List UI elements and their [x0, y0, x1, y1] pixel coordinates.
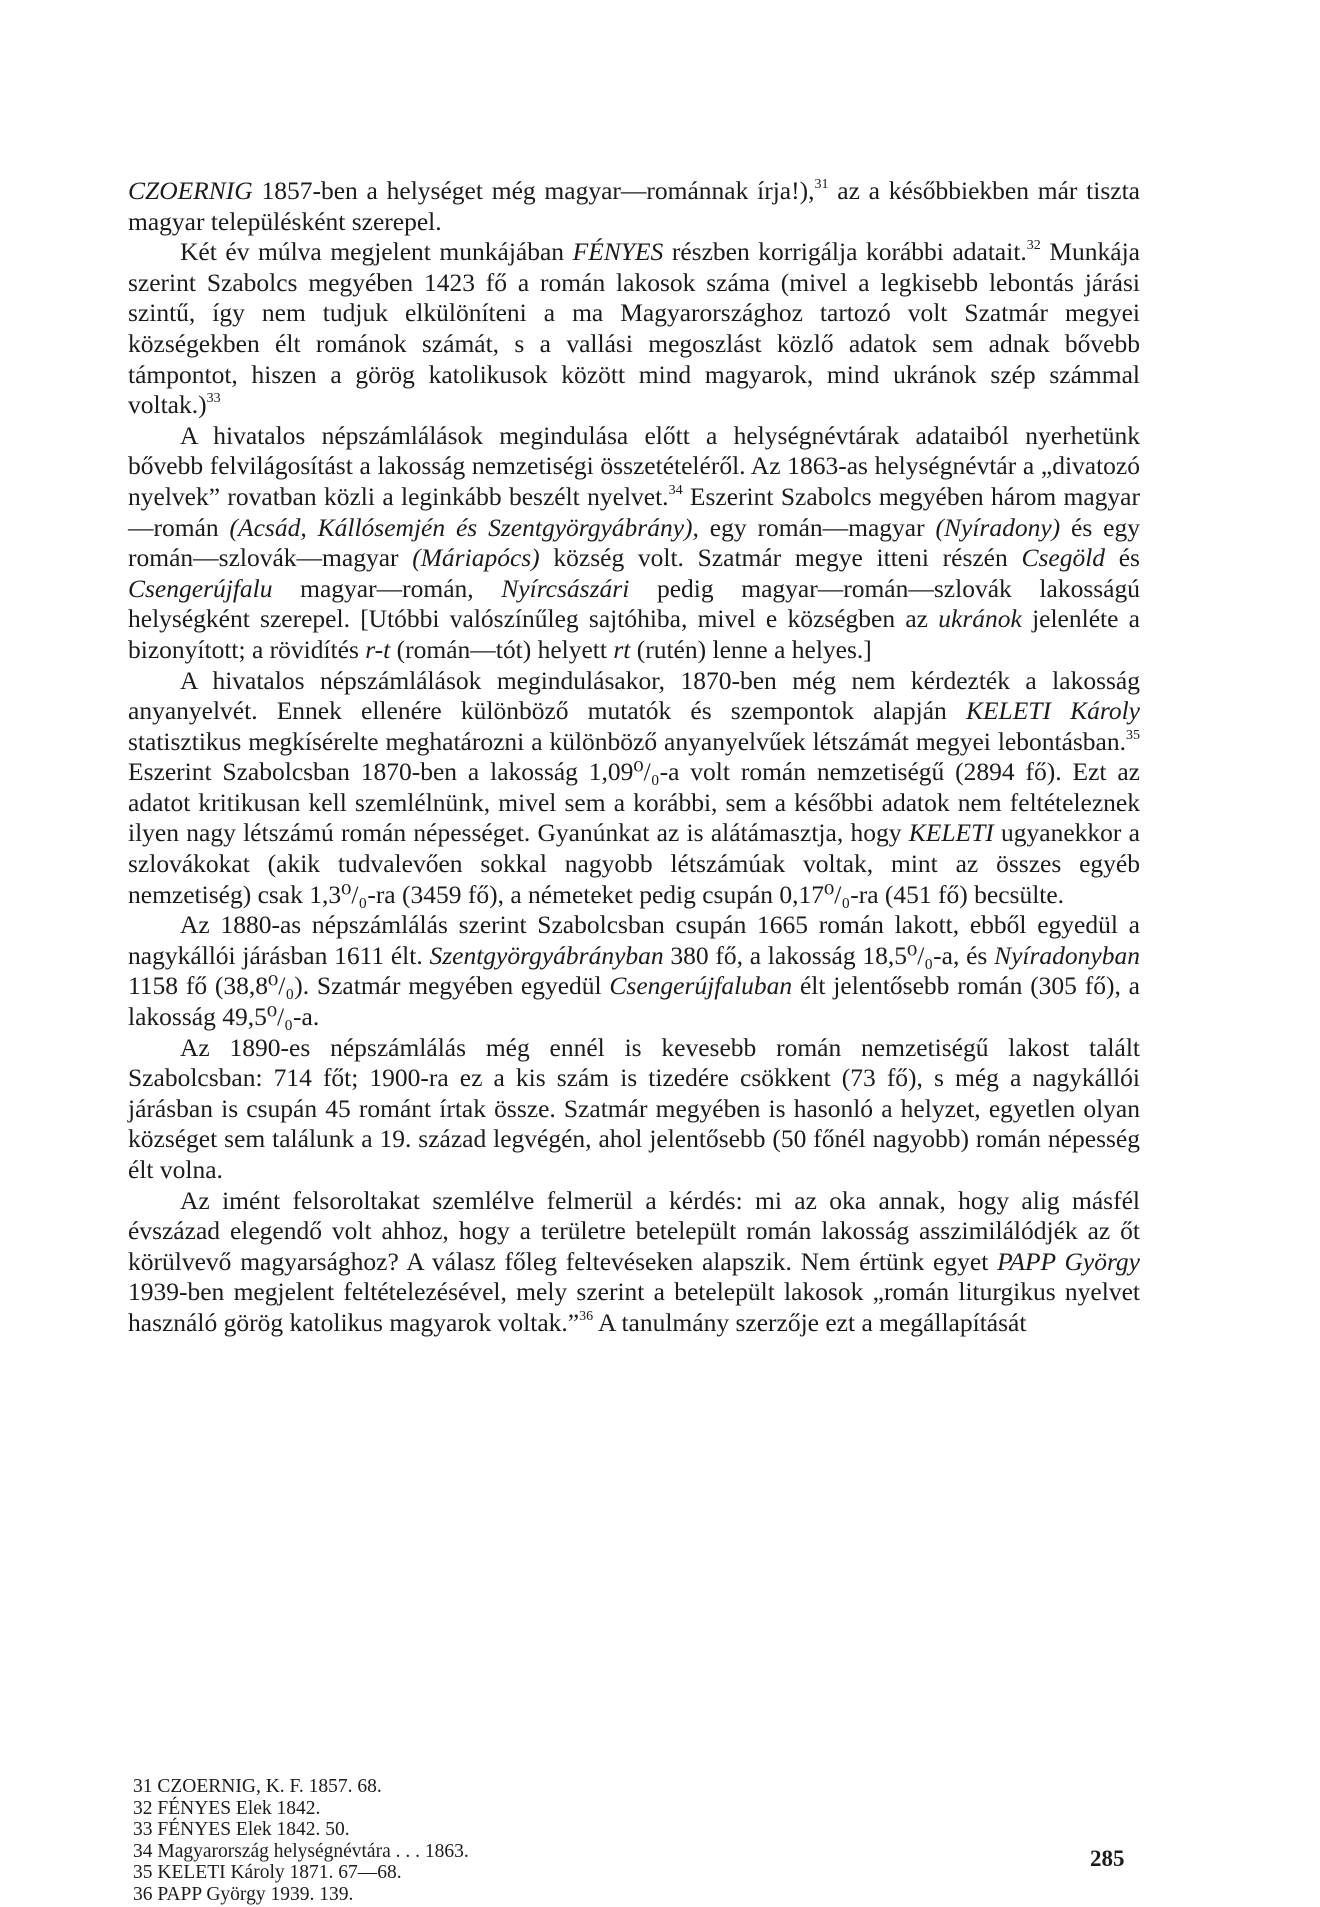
text-run: és [1105, 543, 1140, 573]
footnote: 34 Magyarország helységnévtára . . . 1863. [133, 1840, 469, 1862]
text-run: PAPP György [997, 1246, 1140, 1276]
paragraph [128, 1033, 1140, 1186]
page-number: 285 [1090, 1846, 1125, 1871]
text-run: Szentgyörgyábrányban [429, 940, 664, 970]
text-run: 1857-ben a helységet még magyar—románnak írja!), [252, 176, 815, 205]
footnote: 33 FÉNYES Elek 1842. 50. [133, 1819, 350, 1841]
text-run: A tanulmány szerzője ezt a megállapítását [593, 1307, 1027, 1337]
text-run: Nyíradonyban [994, 940, 1140, 970]
footnote-ref: 36 [579, 1308, 594, 1324]
footnotes [133, 1776, 933, 1906]
text-run: statisztikus megkísérelte meghatározni a különböző anyanyelvűek létszámát megyei lebontásban. [128, 726, 1126, 756]
text-run: az a későbbiekben már tiszta magyar településként szerepel. [128, 176, 1140, 236]
text-run: magyar—román, [272, 573, 502, 603]
text-run: rt [613, 634, 631, 664]
text-run: r-t [365, 634, 391, 664]
text-run: élt jelentősebb román (305 fő), a lakosság 49,5⁰/₀-a. [128, 971, 1140, 1032]
text-run: pedig magyar—román—szlovák lakosságú helységként szerepel. [Utóbbi valószínűleg sajtóhiba, mivel e községben az [128, 573, 1140, 634]
paragraph [128, 1186, 1140, 1339]
text-run: Az 1890-es népszámlálás még ennél is kevesebb román nemzetiségű lakost talált Szabolcsban: 714 főt; 1900-ra ez a kis szám is tizedére csökkent (73 fő), s még a nagykállói járásban is csupán 45 románt írtak össze. Szatmár megyében is hasonló a helyzet, egyetlen olyan községet sem találunk a 19. század legvégén, ahol jelentősebb (50 főnél nagyobb) román népesség élt volna. [128, 1032, 1140, 1184]
text-run: (rutén) lenne a helyes.] [630, 634, 872, 664]
paragraph [128, 421, 1140, 666]
footnote-ref: 32 [1026, 238, 1041, 254]
text-run: Csegöld [1021, 543, 1106, 573]
text-run: részben korrigálja korábbi adatait. [663, 237, 1027, 267]
text-run: (román—tót) helyett [390, 634, 614, 664]
text-run: Az 1880-as népszámlálás szerint Szabolcsban csupán 1665 román lakott, ebből egyedül a nagykállói járásban 1611 élt. [128, 910, 1140, 970]
body-text [128, 176, 1140, 1339]
text-run: egy román—magyar [698, 512, 936, 542]
text-run: 1939-ben megjelent feltételezésével, mely szerint a betelepült lakosok „román liturgikus nyelvet használó görög katolikus magyarok voltak.” [128, 1277, 1140, 1337]
text-run: CZOERNIG [128, 176, 253, 205]
text-run: 380 fő, a lakosság 18,5⁰/₀-a, és [663, 940, 995, 970]
text-run: ukránok [938, 604, 1022, 634]
paragraph [128, 176, 1140, 237]
text-run: (Máriapócs) [412, 543, 540, 573]
text-run: 1158 fő (38,8⁰/₀). Szatmár megyében egyedül [128, 971, 610, 1001]
text-run: KELETI [908, 818, 994, 848]
text-run: A hivatalos népszámlálások megindulásakor, 1870-ben még nem kérdezték a lakosság anyanyelvét. Ennek ellenére különböző mutatók és szempontok alapján [128, 665, 1140, 726]
paragraph [128, 666, 1140, 911]
text-run: Csengerújfaluban [609, 971, 793, 1001]
text-run: Nyírcsászári [501, 573, 630, 603]
text-run: KELETI Károly [965, 696, 1140, 726]
text-run: Csengerújfalu [128, 573, 273, 603]
text-run: Eszerint Szabolcsban 1870-ben a lakosság 1,09⁰/₀-a volt román nemzetiségű (2894 fő). Ezt az adatot kritikusan kell szemlélnünk, mivel sem a korábbi, sem a későbbi adatok nem feltételeznek ilyen nagy létszámú román népességet. Gyanúnkat az is alátámasztja, hogy [128, 757, 1140, 848]
text-run: jelenléte a bizonyított; a rövidítés [128, 604, 1140, 664]
footnote: 36 PAPP György 1939. 139. [133, 1883, 354, 1905]
footnote-ref: 31 [814, 177, 829, 192]
text-run: Az imént felsoroltakat szemlélve felmerül a kérdés: mi az oka annak, hogy alig másfél évszázad elegendő volt ahhoz, hogy a területre betelepült román lakosság asszimilálódjék az őt körülvevő magyarsághoz? A válasz főleg feltevéseken alapszik. Nem értünk egyet [128, 1185, 1140, 1276]
footnote: 32 FÉNYES Elek 1842. [133, 1797, 321, 1819]
text-run: ugyanekkor a szlovákokat (akik tudvalevően sokkal nagyobb létszámúak voltak, mint az összes egyéb nemzetiség) csak 1,3⁰/₀-ra (3459 fő), a németeket pedig csupán 0,17⁰/₀-ra (451 fő) becsülte. [128, 818, 1140, 909]
text-run: (Acsád, Kállósemjén és Szentgyörgyábrány), [229, 512, 699, 542]
text-run: Eszerint Szabolcs megyében három magyar—román [128, 481, 1140, 542]
footnote: 35 KELETI Károly 1871. 67—68. [133, 1862, 402, 1884]
footnote-ref: 33 [206, 391, 221, 407]
text-run: község volt. Szatmár megye itteni részén [539, 543, 1022, 573]
text-run: A hivatalos népszámlálások megindulása előtt a helységnévtárak adataiból nyerhetünk bővebb felvilágosítást a lakosság nemzetiségi összetételéről. Az 1863-as helységnévtár a „divatozó nyelvek” rovatban közli a leginkább beszélt nyelvet. [128, 420, 1140, 511]
text-run: Munkája szerint Szabolcs megyében 1423 fő a román lakosok száma (mivel a legkisebb lebontás járási szintű, így nem tudjuk elkülöníteni a ma Magyarországhoz tartozó volt Szatmár megyei községekben élt románok számát, s a vallási megoszlást közlő adatok sem adnak bővebb támpontot, hiszen a görög katolikusok között mind magyarok, mind ukránok szép számmal voltak.) [128, 237, 1140, 420]
paragraph [128, 910, 1140, 1032]
text-run: FÉNYES [572, 237, 664, 267]
text-run: és egy román—szlovák—magyar [128, 512, 1140, 573]
text-run: (Nyíradony) [935, 512, 1061, 542]
text-run: Két év múlva megjelent munkájában [180, 237, 573, 267]
paragraph [128, 237, 1140, 421]
footnote-ref: 34 [668, 482, 683, 498]
footnote: 31 CZOERNIG, K. F. 1857. 68. [133, 1776, 382, 1797]
footnote-ref: 35 [1126, 727, 1140, 743]
